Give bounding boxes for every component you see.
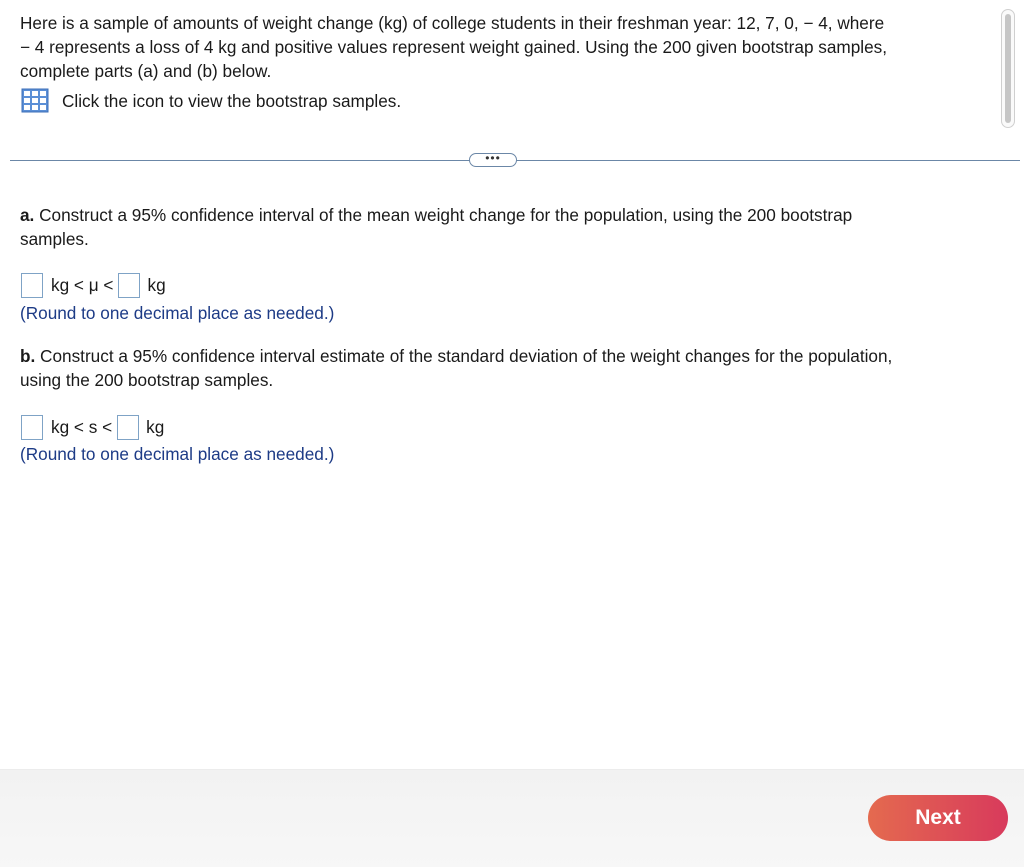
part-a-line: samples. (20, 229, 89, 249)
part-b-line: using the 200 bootstrap samples. (20, 370, 274, 390)
part-a-text: Construct a 95% confidence interval of the mean weight change for the population, using the 200 bootstrap (34, 205, 853, 225)
part-b-answer-row (21, 413, 164, 441)
sd-unit-label: kg (146, 416, 165, 437)
view-bootstrap-samples-link[interactable] (21, 88, 401, 113)
footer-bar (0, 769, 1024, 867)
part-a-answer-row (21, 271, 166, 299)
sd-lower-bound-input[interactable] (21, 415, 43, 440)
part-a-prompt (20, 203, 1005, 251)
mean-unit-label: kg (147, 274, 166, 295)
question-panel (0, 0, 1024, 140)
part-b-line (20, 344, 1005, 368)
mean-inequality-text: kg < μ < (51, 274, 114, 295)
intro-line: complete parts (a) and (b) below. (20, 61, 272, 81)
part-b-text: Construct a 95% confidence interval estimate of the standard deviation of the weight changes for the population, (35, 346, 893, 366)
ellipsis-icon: ••• (485, 151, 501, 165)
part-a-rounding-hint: (Round to one decimal place as needed.) (20, 303, 335, 323)
part-a-label: a. (20, 205, 35, 225)
part-b-rounding-hint: (Round to one decimal place as needed.) (20, 444, 335, 464)
intro-line: − 4 represents a loss of 4 kg and positive values represent weight gained. Using the 200 given bootstrap samples, (20, 37, 888, 57)
part-b-prompt (20, 344, 1005, 392)
mean-upper-bound-input[interactable] (118, 273, 140, 298)
table-grid-icon[interactable] (21, 88, 49, 113)
mean-lower-bound-input[interactable] (21, 273, 43, 298)
expand-question-button[interactable] (469, 153, 517, 167)
scrollbar-thumb[interactable] (1005, 14, 1011, 123)
question-intro (20, 11, 985, 83)
part-a-line (20, 203, 1005, 227)
question-scrollbar[interactable] (1001, 9, 1015, 128)
sd-inequality-text: kg < s < (51, 416, 113, 437)
intro-line: Here is a sample of amounts of weight change (kg) of college students in their freshman year: 12, 7, 0, − 4, where (20, 13, 885, 33)
bootstrap-link-label[interactable]: Click the icon to view the bootstrap samples. (62, 90, 402, 111)
sd-upper-bound-input[interactable] (117, 415, 139, 440)
part-b-label: b. (20, 346, 36, 366)
next-button[interactable]: Next (868, 795, 1008, 841)
